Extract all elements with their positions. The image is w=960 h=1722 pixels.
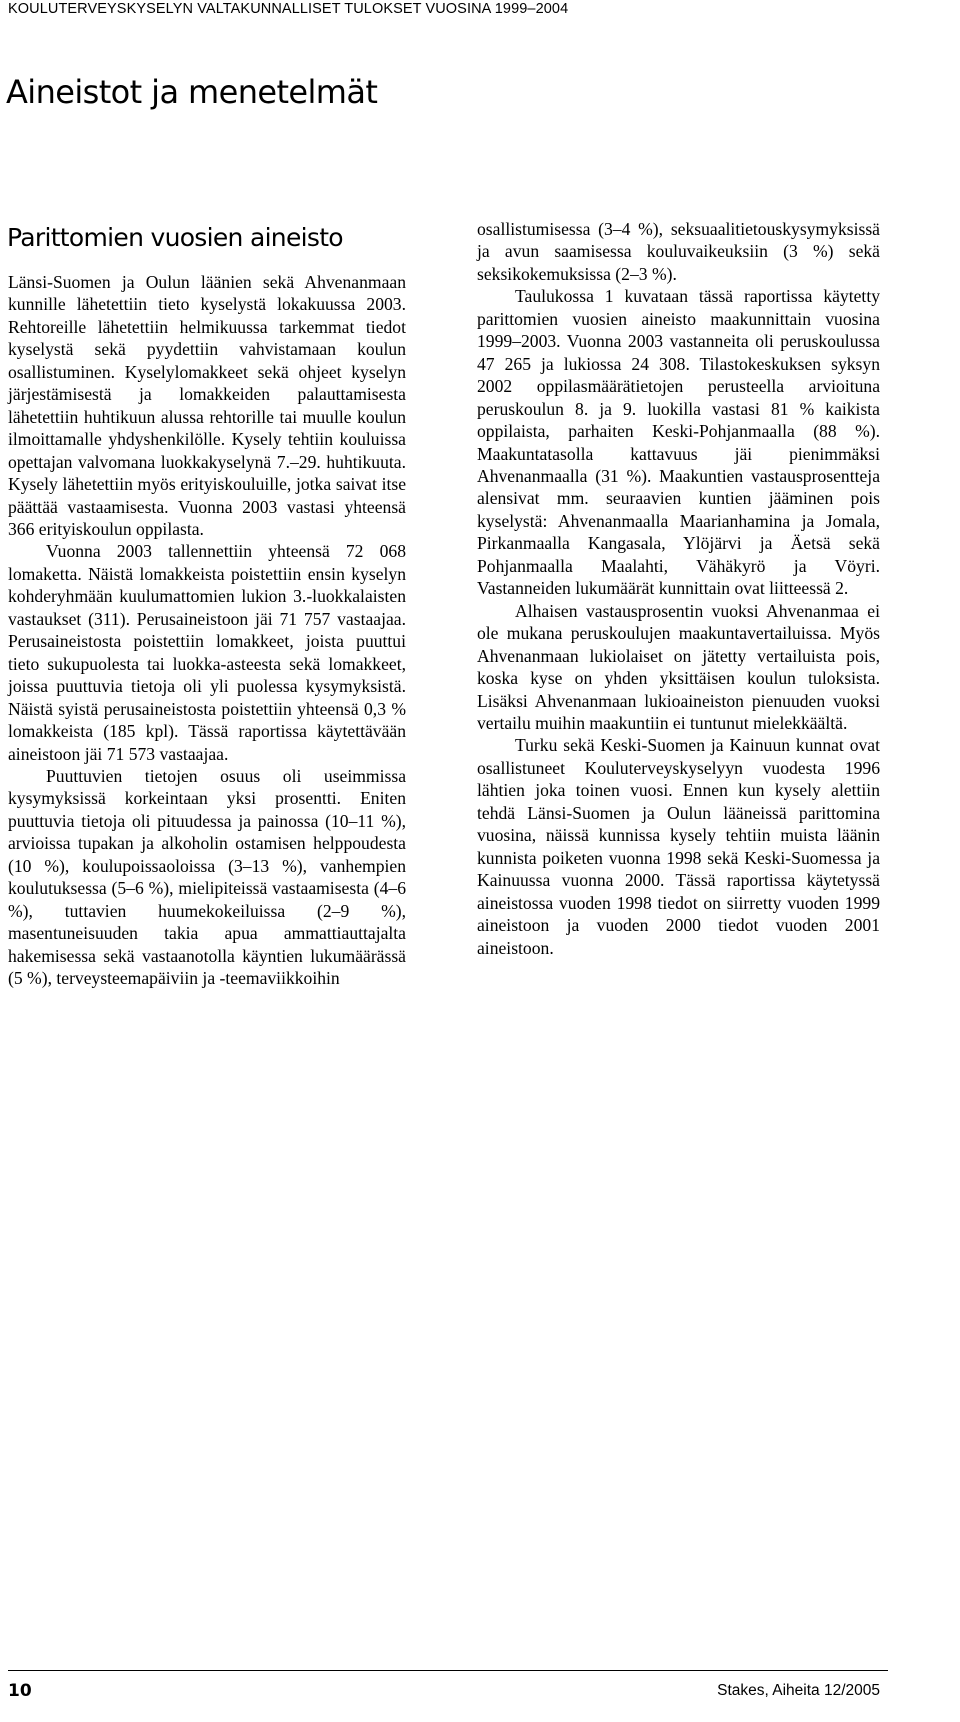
paragraph: Länsi-Suomen ja Oulun läänien sekä Ahvenanmaan kunnille lähetettiin tieto kyselystä lokakuussa 2003. Rehtoreille lähetettiin helmikuussa tarkemmat tiedot kyselystä sekä pyydettiin vahvistamaan koulun osallistuminen. Kyselylomakkeet sekä ohjeet kyselyn järjestämisestä ja lomakkeiden palauttamisesta lähetettiin huhtikuun alussa rehtorille tai muulle koulun ilmoittamalle yhdyshenkilölle. Kysely tehtiin kouluissa opettajan valvomana luokkakyselynä 7.–29. huhtikuuta. Kysely lähetettiin myös erityiskouluille, jotka saivat itse päättää vastaamisesta. Vuonna 2003 vastasi yhteensä 366 erityiskoulun oppilasta. xyxy=(8,272,406,539)
paragraph: osallistumisessa (3–4 %), seksuaalitietouskysymyksissä ja avun saamisessa kouluvaikeuksiin (3 %) sekä seksikokemuksissa (2–3 %). xyxy=(477,219,880,284)
section-title: Parittomien vuosien aineisto xyxy=(7,223,343,252)
paragraph: Taulukossa 1 kuvataan tässä raportissa käytetty parittomien vuosien aineisto maakunnittain vuosina 1999–2003. Vuonna 2003 vastanneita oli peruskoulussa 47 265 ja lukiossa 24 308. Tilastokeskuksen syksyn 2002 oppilasmäärätietojen perusteella arvioituna peruskoulun 8. ja 9. luokilla vastasi 81 % kaikista oppilaista, parhaiten Keski-Pohjanmaalla (88 %). Maakuntatasolla kattavuus jäi pienimmäksi Ahvenanmaalla (31 %). Maakuntien vastausprosentteja alensivat mm. seuraavien kuntien jääminen pois kyselystä: Ahvenanmaalla Maarianhamina ja Jomala, Pirkanmaalla Kangasala, Ylöjärvi ja Äetsä sekä Pohjanmaalla Maalahti, Vähäkyrö ja Vöyri. Vastanneiden lukumäärät kunnittain ovat liitteessä 2. xyxy=(477,286,880,599)
paragraph: Turku sekä Keski-Suomen ja Kainuun kunnat ovat osallistuneet Kouluterveyskyselyyn vuodesta 1996 lähtien joka toinen vuosi. Ennen kun kysely alettiin tehdä Länsi-Suomen ja Oulun lääneissä parittomina vuosina, näissä kunnissa kysely tehtiin muista läänin kunnista poiketen vuonna 1998 sekä Keski-Suomessa ja Kainuussa vuonna 2000. Tässä raportissa käytetyssä aineistossa vuoden 1998 tiedot on siirretty vuoden 1999 aineistoon ja vuoden 2000 tiedot vuoden 2001 aineistoon. xyxy=(477,735,880,958)
publication-series: Stakes, Aiheita 12/2005 xyxy=(717,1682,880,1699)
paragraph: Alhaisen vastausprosentin vuoksi Ahvenanmaa ei ole mukana peruskoulujen maakuntavertailuissa. Myös Ahvenanmaan lukiolaiset on jätetty vertailuista pois, koska kyse on yhden yksittäisen koulun tuloksista. Lisäksi Ahvenanmaan lukioaineiston pienuuden vuoksi vertailu muihin maakuntiin ei tuntunut mielekkäältä. xyxy=(477,600,880,733)
paragraph: Puuttuvien tietojen osuus oli useimmissa kysymyksissä korkeintaan yksi prosentti. Eniten puuttuvia tietoja oli pituudessa ja painossa (10–11 %), arvioissa tupakan ja alkoholin ostamisen helppoudesta (10 %), koulupoissaoloissa (3–13 %), vanhempien koulutuksessa (5–6 %), mielipiteissä vastaamisesta (4–6 %), tuttavien huumekokeiluissa (2–9 %), masentuneisuuden takia apua ammattiauttajalta hakemisessa sekä vastaanotolla käyntien lukumäärässä (5 %), terveysteemapäiviin ja -teemaviikkoihin xyxy=(8,765,406,989)
paragraph: Vuonna 2003 tallennettiin yhteensä 72 068 lomaketta. Näistä lomakkeista poistettiin ensin kyselyn kohderyhmään kuulumattomien lukion 3.-luokkalaisten vastaukset (311). Perusaineistoon jäi 71 757 vastaajaa. Perusaineistosta poistettiin lomakkeet, joista puuttui tieto sukupuolesta tai luokka-asteesta sekä lomakkeet, joissa puuttuvia tietoja oli yli puolessa kysymyksistä. Näistä syistä perusaineistosta poistettiin yhteensä 0,3 % lomakkeista (185 kpl). Tässä raportissa käytettävään aineistoon jäi 71 573 vastaajaa. xyxy=(8,541,406,764)
footer-divider xyxy=(8,1670,888,1671)
right-text-column xyxy=(477,218,880,959)
left-text-column xyxy=(8,271,406,990)
running-header: KOULUTERVEYSKYSELYN VALTAKUNNALLISET TULOKSET VUOSINA 1999–2004 xyxy=(8,1,569,17)
chapter-title: Aineistot ja menetelmät xyxy=(6,73,378,111)
page-number: 10 xyxy=(8,1681,32,1701)
